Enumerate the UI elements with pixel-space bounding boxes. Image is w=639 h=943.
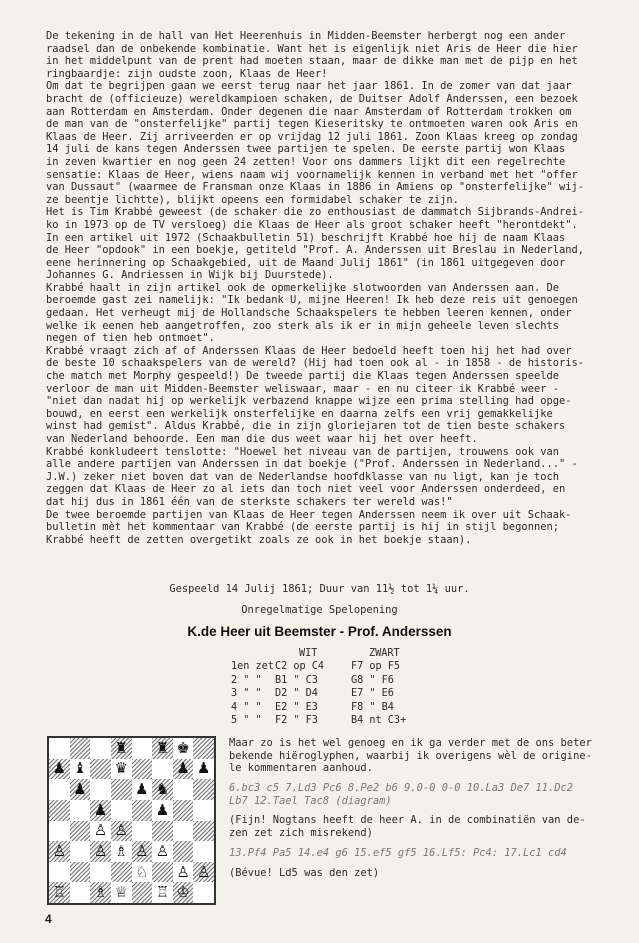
chess-piece: ♙ xyxy=(196,862,211,881)
chess-piece: ♞ xyxy=(155,780,170,799)
black-move: F8 " B4 xyxy=(351,701,394,713)
board-square xyxy=(111,841,132,862)
board-square xyxy=(173,821,194,842)
move-row xyxy=(231,660,441,673)
body-line: alle andere partijen van Anderssen in dat boekje ("Prof. Anderssen in Nederland..." - xyxy=(46,458,578,471)
body-line: In een artikel uit 1972 (Schaakbulletin 51) beschrijft Krabbé hoe hij de naam Klaas xyxy=(46,231,566,244)
chess-piece: ♙ xyxy=(52,841,67,860)
opening-name: Onregelmatige Spelopening xyxy=(241,604,398,616)
commentary-line: Maar zo is het wel genoeg en ik ga verder met de ons beter xyxy=(229,737,592,749)
chess-piece: ♛ xyxy=(114,759,128,778)
board-square xyxy=(173,800,194,821)
board-square xyxy=(132,759,153,780)
chess-piece: ♙ xyxy=(93,841,108,860)
board-square xyxy=(90,882,111,903)
move-row xyxy=(231,714,441,727)
board-square xyxy=(70,800,91,821)
board-square xyxy=(173,779,194,800)
move-row xyxy=(231,674,441,687)
board-square xyxy=(111,882,132,903)
body-line: sensatie: Klaas de Heer, wiens naam wij voornamelijk kennen in verband met het "offer xyxy=(46,168,578,181)
board-square xyxy=(49,841,70,862)
board-square xyxy=(70,759,91,780)
chess-piece: ♕ xyxy=(114,883,128,902)
body-line: ze beentje lichtte), blijkt opeens een formidabel schaker te zijn. xyxy=(46,193,459,206)
board-square xyxy=(90,821,111,842)
chess-piece: ♟ xyxy=(196,759,211,778)
chess-piece: ♗ xyxy=(114,841,128,860)
chess-diagram xyxy=(47,736,216,905)
board-square xyxy=(70,862,91,883)
board-square xyxy=(70,738,91,759)
move-number: 1en zet xyxy=(231,661,274,673)
board-square xyxy=(49,821,70,842)
game-moves-line: 13.Pf4 Pa5 14.e4 g6 15.ef5 gf5 16.Lf5: Pc4: 17.Lc1 cd4 xyxy=(229,846,567,859)
body-line: che match met Morphy gespeeld!) De tweede partij die Klaas tegen Anderssen speelde xyxy=(46,370,559,383)
board-square xyxy=(70,821,91,842)
board-square xyxy=(193,841,214,862)
body-line: "niet dan nadat hij op werkelijk verbazend knappe wijze een prima stelling had opge- xyxy=(46,395,572,408)
board-square xyxy=(132,800,153,821)
board-square xyxy=(152,882,173,903)
body-line: negen of tien heb ontmoet". xyxy=(46,332,215,345)
board-square xyxy=(193,821,214,842)
chess-piece: ♝ xyxy=(73,759,87,778)
chess-piece: ♙ xyxy=(155,841,170,860)
board-square xyxy=(111,800,132,821)
chess-piece: ♚ xyxy=(176,738,190,757)
board-square xyxy=(193,779,214,800)
board-square xyxy=(173,759,194,780)
chess-piece: ♙ xyxy=(135,841,149,860)
game-heading: K.de Heer uit Beemster - Prof. Anderssen xyxy=(187,624,452,639)
board-square xyxy=(70,882,91,903)
body-line: bulletin mèt het kommentaar van Krabbé (de eerste partij is hij in stijl begonnen; xyxy=(46,521,559,534)
chess-piece: ♟ xyxy=(135,780,149,799)
chess-piece: ♗ xyxy=(93,883,108,902)
chess-piece: ♘ xyxy=(135,862,149,881)
body-line: ko in 1973 op de TV versloeg) die Klaas de Heer als groot schaker heeft "herontdekt". xyxy=(46,218,578,231)
chess-piece: ♜ xyxy=(114,738,128,757)
board-square xyxy=(193,759,214,780)
board-square xyxy=(49,738,70,759)
body-line: de beste 10 schaakspelers van de wereld? (Hij had toen ook al - in 1858 - de historis- xyxy=(46,357,584,370)
board-square xyxy=(132,862,153,883)
board-square xyxy=(70,779,91,800)
board-square xyxy=(173,882,194,903)
board-square xyxy=(49,800,70,821)
move-number: 4 " " xyxy=(231,701,262,713)
body-line: Krabbé haalt in zijn artikel ook de opmerkelijke slotwoorden van Anderssen aan. De xyxy=(46,281,559,294)
board-square xyxy=(173,841,194,862)
body-line: gedaan. Het verheugt mij de Hollandsche Schaakspelers te hebben leeren kennen, onder xyxy=(46,307,572,320)
board-square xyxy=(111,821,132,842)
article-body xyxy=(46,30,618,546)
moves-header xyxy=(231,647,441,660)
body-line: beroemde gast zei namelijk: "Ik bedank U, mijne Heeren! Ik heb deze reis uit genoegen xyxy=(46,294,578,307)
opening-moves-table xyxy=(231,647,441,727)
body-line: Krabbé konkludeert tenslotte: "Hoewel het niveau van de partijen, trouwens ook van xyxy=(46,445,559,458)
board-square xyxy=(111,738,132,759)
board-square xyxy=(90,841,111,862)
board-square xyxy=(193,800,214,821)
black-move: B4 nt C3+ xyxy=(351,714,407,726)
body-line: bouwd, en eerst een werkelijk onsterfelijke en daarna zelfs een vrij gemakkelijke xyxy=(46,407,553,420)
board-square xyxy=(152,862,173,883)
board-square xyxy=(193,738,214,759)
commentary-line: bekende hiëroglyphen, waarbij ik overigens wèl de origine- xyxy=(229,749,592,762)
chess-piece: ♟ xyxy=(93,800,108,819)
commentary-line: (Fijn! Nogtans heeft de heer A. in de combinatiën van de- xyxy=(229,814,586,827)
board-square xyxy=(90,779,111,800)
board-square xyxy=(132,821,153,842)
body-line: bracht de (officieuze) wereldkampioen schaken, de Duitser Adolf Anderssen, een bezoek xyxy=(46,92,578,105)
body-line: de man van de "onsterfelijke" partij tegen Kieseritsky te ontmoeten waren ook Aris en xyxy=(46,118,578,131)
board-square xyxy=(90,800,111,821)
board-square xyxy=(70,841,91,862)
body-line: raadsel dan de onbekende kombinatie. Want het is eigenlijk niet Aris de Heer die hier xyxy=(46,42,578,55)
white-column-label: WIT xyxy=(299,648,318,659)
chess-piece: ♟ xyxy=(176,759,190,778)
body-line: ringbaardje: zijn oudste zoon, Klaas de Heer! xyxy=(46,67,328,80)
chess-piece: ♟ xyxy=(52,759,67,778)
body-line: De tekening in de hall van Het Heerenhuis in Midden-Beemster herbergt nog een ander xyxy=(46,30,566,42)
body-line: van Nederland behoorde. Een man die dus weet waar hij het over heeft. xyxy=(46,433,478,445)
chess-piece: ♟ xyxy=(155,800,170,819)
body-line: zeggen dat Klaas de Heer zo al iets dan toch niet veel voor Anderssen onderdeed, en xyxy=(46,483,566,496)
game-commentary xyxy=(229,737,619,879)
board-square xyxy=(152,800,173,821)
white-move: B1 " C3 xyxy=(275,674,318,686)
game-moves-line: 6.bc3 c5 7.Ld3 Pc6 8.Pe2 b6 9.0-0 0-0 10.La3 De7 11.Dc2 xyxy=(229,782,574,795)
chess-piece: ♙ xyxy=(93,821,108,840)
board-square xyxy=(132,738,153,759)
board-square xyxy=(90,759,111,780)
black-move: F7 op F5 xyxy=(351,661,401,673)
board-square xyxy=(132,841,153,862)
board-square xyxy=(90,738,111,759)
body-line: J.W.) zeker niet boven dat van de Nederlandse hoofdklasse van nu ligt, kan je toch xyxy=(46,470,559,483)
board-square xyxy=(111,862,132,883)
body-line: in het middelpunt van de prent had moeten staan, maar de dikke man met de pijp en het xyxy=(46,55,578,68)
body-line: Het is Tim Krabbé geweest (de schaker die zo enthousiast de dammatch Sijbrands-Andrei- xyxy=(46,206,584,219)
body-line: Krabbé vraagt zich af of Anderssen Klaas de Heer bedoeld heeft toen hij het had over xyxy=(46,344,572,357)
body-line: welke ik eenen heb aangetroffen, zoo sterk als ik er in mijn geheele leven slechts xyxy=(46,319,559,332)
body-line: 14 juli de kans tegen Anderssen twee partijen te spelen. De eerste partij won Klaas xyxy=(46,143,566,156)
board-square xyxy=(173,738,194,759)
board-square xyxy=(49,882,70,903)
black-column-label: ZWART xyxy=(369,648,400,659)
chess-piece: ♟ xyxy=(73,780,87,799)
black-move: G8 " F6 xyxy=(351,674,394,686)
body-line: eene herinnering op Schaakgebied, uit de Maand Julij 1861" (in 1861 uitgegeven door xyxy=(46,256,566,269)
board-square xyxy=(49,862,70,883)
body-line: aan Rotterdam en Amsterdam. Onder degenen die naar Amsterdam of Rotterdam trokken om xyxy=(46,105,572,118)
board-square xyxy=(152,821,173,842)
white-move: C2 op C4 xyxy=(275,661,325,673)
chess-piece: ♖ xyxy=(155,883,170,902)
body-line: Om dat te begrijpen gaan we eerst terug naar het jaar 1861. In de zomer van dat jaar xyxy=(46,80,572,93)
move-number: 2 " " xyxy=(231,674,262,686)
chess-piece: ♙ xyxy=(176,862,190,881)
commentary-line: (Bévue! Ld5 was den zet) xyxy=(229,866,380,879)
commentary-line: le kommentaren aanhoud. xyxy=(229,762,373,775)
board-square xyxy=(132,882,153,903)
chess-piece: ♜ xyxy=(155,738,170,757)
board-square xyxy=(90,862,111,883)
board-square xyxy=(49,779,70,800)
game-date-line: Gespeeld 14 Julij 1861; Duur van 11½ tot 1¼ uur. xyxy=(169,583,470,595)
board-square xyxy=(193,882,214,903)
body-line: Krabbé heeft de zetten overgetikt zoals ze ook in het boekje staan). xyxy=(46,533,472,546)
move-row xyxy=(231,701,441,714)
chess-piece: ♔ xyxy=(176,883,190,902)
white-move: E2 " E3 xyxy=(275,701,318,713)
board-square xyxy=(152,779,173,800)
body-line: Klaas de Heer. Zij arriveerden er op vrijdag 12 juli 1861. Zoon Klaas kreeg op zondag xyxy=(46,130,578,143)
body-line: winst had gemist". Aldus Krabbé, die in zijn gloriejaren tot de tien beste schakers xyxy=(46,420,566,433)
board-square xyxy=(152,738,173,759)
move-number: 3 " " xyxy=(231,688,262,700)
body-line: in zeven kwartier en nog geen 24 zetten! Voor ons dammers lijkt dit een regelrechte xyxy=(46,155,566,168)
game-moves-line: Lb7 12.Tael Tac8 (diagram) xyxy=(229,794,392,807)
page-number: 4 xyxy=(45,912,52,926)
chess-piece: ♖ xyxy=(52,883,67,902)
body-line: De twee beroemde partijen van Klaas de Heer tegen Anderssen neem ik over uit Schaak- xyxy=(46,508,572,521)
white-move: F2 " F3 xyxy=(275,714,318,726)
move-number: 5 " " xyxy=(231,714,262,726)
white-move: D2 " D4 xyxy=(275,688,318,700)
body-line: dat hij dus in 1861 één van de sterkste schakers ter wereld was!" xyxy=(46,495,453,508)
commentary-line: zen zet zich misrekend) xyxy=(229,827,373,840)
move-row xyxy=(231,687,441,700)
body-line: verloor de man uit Midden-Beemster weliswaar, maar - en nu citeer ik Krabbé weer - xyxy=(46,382,559,395)
board-square xyxy=(111,779,132,800)
black-move: E7 " E6 xyxy=(351,688,394,700)
board-square xyxy=(152,841,173,862)
board-square xyxy=(111,759,132,780)
body-line: Johannes G. Andriessen in Wijk bij Duurstede). xyxy=(46,269,334,282)
body-line: de Heer "opdook" in een boekje, getiteld "Prof. A. Anderssen uit Breslau in Nederland, xyxy=(46,244,584,257)
board-square xyxy=(193,862,214,883)
board-square xyxy=(49,759,70,780)
board-square xyxy=(152,759,173,780)
chess-piece: ♙ xyxy=(114,821,128,840)
board-square xyxy=(132,779,153,800)
body-line: van Dussaut" (waarmee de Fransman onze Klaas in 1886 in Amiens op "onsterfelijke" wij- xyxy=(46,181,584,194)
board-square xyxy=(173,862,194,883)
